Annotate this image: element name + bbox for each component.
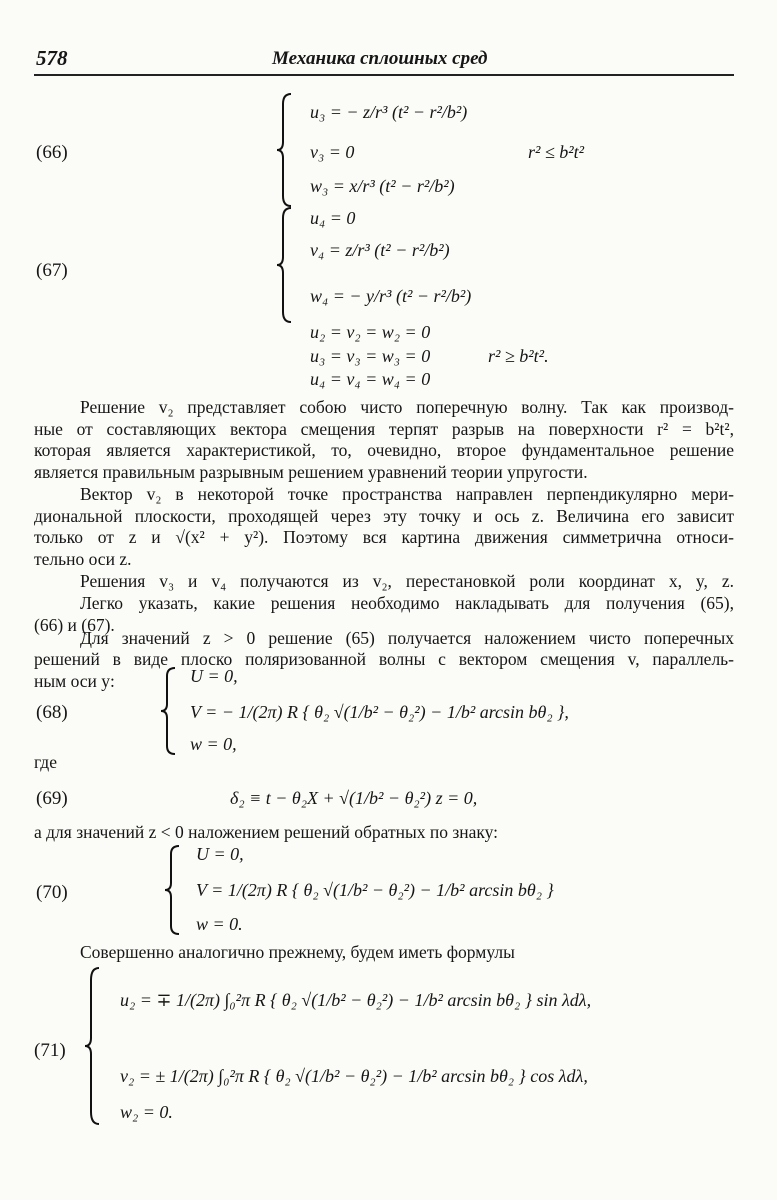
paragraph-2-line: тельно оси z.	[34, 548, 132, 569]
eq67-line-1: u₄ = 0	[310, 208, 356, 228]
eq66-line-3: w₃ = x/r³ (t² − r²/b²)	[310, 176, 455, 196]
paragraph-2-line: только от z и √(x² + y²). Поэтому вся картина движения симметрична относи-	[34, 527, 734, 548]
header-rule	[34, 74, 734, 76]
eq66-condition: r² ≤ b²t²	[528, 142, 585, 162]
eq71-line-3: w₂ = 0.	[120, 1102, 173, 1122]
paragraph-5	[34, 606, 734, 692]
zero-condition: r² ≥ b²t².	[488, 346, 549, 366]
eq66-line-2: v₃ = 0	[310, 142, 355, 162]
eq69-formula: δ₂ ≡ t − θ₂X + √(1/b² − θ₂²) z = 0,	[230, 788, 478, 808]
paragraph-2-line: Вектор v₂ в некоторой точке пространства направлен перпендикулярно мери-	[80, 484, 734, 504]
paragraph-1-line: которая является характеристикой, то, очевидно, второе фундаментальное решение	[34, 440, 734, 461]
paragraph-1-line: является правильным разрывным решением уравнений теории упругости.	[34, 461, 588, 482]
eq68-number: (68)	[36, 702, 68, 723]
eq66-line-1: u₃ = − z/r³ (t² − r²/b²)	[310, 102, 468, 122]
paragraph-5-line: ным оси y:	[34, 670, 115, 691]
eq71-line-1: u₂ = ∓ 1/(2π) ∫₀²π R { θ₂ √(1/b² − θ₂²) − 1/b² arcsin bθ₂ } sin λdλ,	[120, 990, 592, 1010]
paragraph-1-line: ные от составляющих вектора смещения терпят разрыв на поверхности r² = b²t²,	[34, 418, 734, 439]
eq68-brace	[160, 666, 178, 756]
eq66-brace	[276, 92, 294, 208]
eq68-line-3: w = 0,	[190, 734, 237, 754]
eq71-line-2: v₂ = ± 1/(2π) ∫₀²π R { θ₂ √(1/b² − θ₂²) − 1/b² arcsin bθ₂ } cos λdλ,	[120, 1066, 588, 1086]
paragraph-5-line: Для значений z > 0 решение (65) получается наложением чисто поперечных	[80, 627, 734, 648]
eq70-line-3: w = 0.	[196, 914, 243, 934]
eq67-brace	[276, 206, 294, 324]
paragraph-2-line: диональной плоскости, проходящей через эту точку и ось z. Величина его зависит	[34, 505, 734, 526]
paragraph-2	[34, 484, 734, 570]
paragraph-4-line: (66) и (67).	[34, 614, 115, 635]
zero-line-1: u₂ = v₂ = w₂ = 0	[310, 322, 431, 342]
eq68-line-2: V = − 1/(2π) R { θ₂ √(1/b² − θ₂²) − 1/b² arcsin bθ₂ },	[190, 702, 569, 722]
paragraph-1	[34, 397, 734, 483]
eq67-line-3: w₄ = − y/r³ (t² − r²/b²)	[310, 286, 472, 306]
paragraph-5-line: решений в виде плоско поляризованной волны с вектором смещения v, параллель-	[34, 649, 734, 670]
zero-line-2: u₃ = v₃ = w₃ = 0	[310, 346, 431, 366]
eq70-line-1: U = 0,	[196, 844, 244, 864]
paragraph-1-line: Решение v₂ представляет собою чисто поперечную волну. Так как производ-	[80, 397, 734, 417]
eq68-line-1: U = 0,	[190, 666, 238, 686]
eq66-number: (66)	[36, 142, 68, 163]
eq70-line-2: V = 1/(2π) R { θ₂ √(1/b² − θ₂²) − 1/b² arcsin bθ₂ }	[196, 880, 554, 900]
eq70-number: (70)	[36, 882, 68, 903]
paragraph-4-line: Легко указать, какие решения необходимо накладывать для получения (65),	[80, 593, 734, 613]
eq70-brace	[164, 844, 182, 936]
paragraph-3-line: Решения v₃ и v₄ получаются из v₂, перестановкой роли координат x, y, z.	[80, 571, 734, 591]
eq67-line-2: v₄ = z/r³ (t² − r²/b²)	[310, 240, 450, 260]
page-number: 578	[36, 46, 68, 70]
paragraph-3	[34, 571, 734, 593]
eq71-brace	[84, 966, 102, 1126]
paragraph-6: а для значений z < 0 наложением решений обратных по знаку:	[34, 822, 499, 842]
where-label: где	[34, 752, 57, 772]
eq69-number: (69)	[36, 788, 68, 809]
paragraph-7: Совершенно аналогично прежнему, будем иметь формулы	[80, 942, 515, 962]
eq67-number: (67)	[36, 260, 68, 281]
eq71-number: (71)	[34, 1040, 66, 1061]
zero-line-3: u₄ = v₄ = w₄ = 0	[310, 369, 431, 389]
running-title: Механика сплошных сред	[272, 48, 488, 69]
